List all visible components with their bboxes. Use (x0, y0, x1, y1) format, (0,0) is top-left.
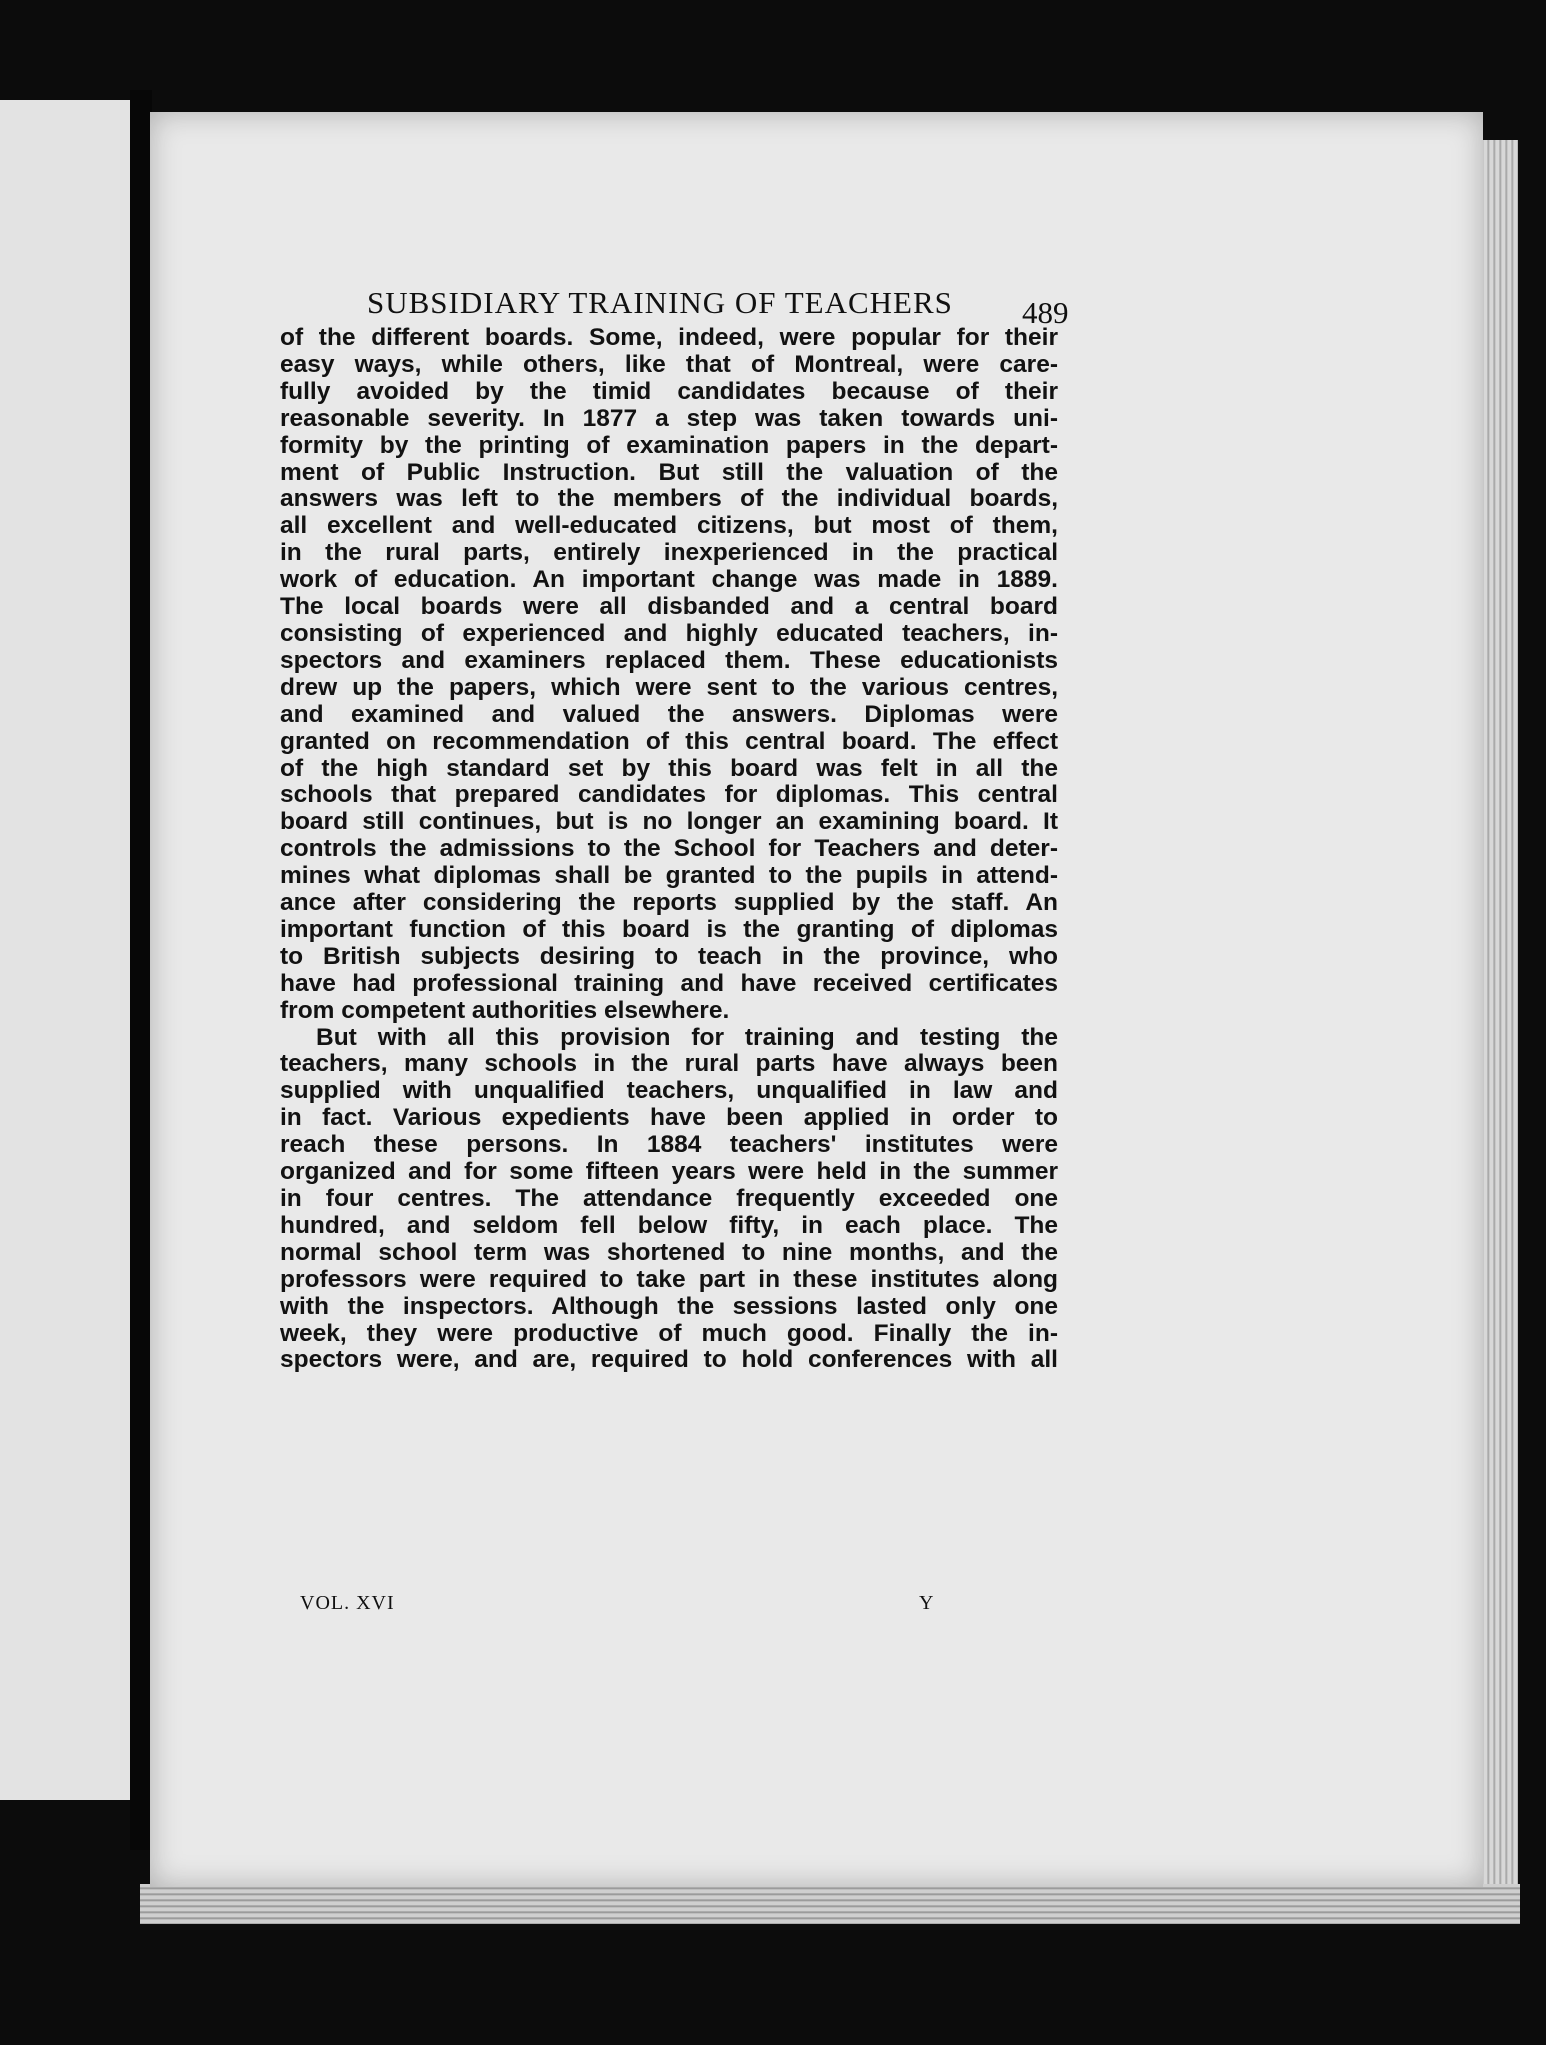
text-line: and examined and valued the answers. Diplomas were (280, 701, 1058, 728)
text-line: spectors were, and are, required to hold conferences with all (280, 1347, 1058, 1374)
text-line: in the rural parts, entirely inexperienced in the practical (280, 540, 1058, 567)
text-line: consisting of experienced and highly educated teachers, in- (280, 620, 1058, 647)
page-edges-right (1478, 140, 1518, 1900)
text-line: normal school term was shortened to nine months, and the (280, 1239, 1058, 1266)
text-line: from competent authorities elsewhere. (280, 997, 730, 1024)
text-line: granted on recommendation of this central board. The effect (280, 728, 1058, 755)
text-line: important function of this board is the granting of diplomas (280, 916, 1058, 943)
text-line: answers was left to the members of the individual boards, (280, 486, 1058, 513)
text-line: spectors and examiners replaced them. These educationists (280, 647, 1058, 674)
text-line: The local boards were all disbanded and a central board (280, 594, 1058, 621)
text-line: reasonable severity. In 1877 a step was taken towards uni- (280, 405, 1058, 432)
text-line: ment of Public Instruction. But still the valuation of the (280, 459, 1058, 486)
text-line: mines what diplomas shall be granted to the pupils in attend- (280, 863, 1058, 890)
text-line: easy ways, while others, like that of Montreal, were care- (280, 351, 1058, 378)
volume-mark: VOL. XVI (300, 1592, 395, 1614)
page-number: 489 (1022, 295, 1069, 330)
text-line: teachers, many schools in the rural parts have always been (280, 1051, 1058, 1078)
running-title: SUBSIDIARY TRAINING OF TEACHERS (367, 285, 953, 320)
text-line: have had professional training and have received certificates (280, 970, 1058, 997)
text-line: controls the admissions to the School for Teachers and deter- (280, 836, 1058, 863)
text-line: formity by the printing of examination papers in the depart- (280, 432, 1058, 459)
facing-page-edge (0, 100, 144, 1800)
text-line: fully avoided by the timid candidates because of their (280, 378, 1058, 405)
text-line: of the high standard set by this board was felt in all the (280, 755, 1058, 782)
text-line: to British subjects desiring to teach in the province, who (280, 943, 1058, 970)
text-line: drew up the papers, which were sent to the various centres, (280, 674, 1058, 701)
text-line: professors were required to take part in these institutes along (280, 1266, 1058, 1293)
signature-mark: Y (919, 1592, 934, 1614)
text-line: work of education. An important change was made in 1889. (280, 567, 1058, 594)
text-line: week, they were productive of much good. Finally the in- (280, 1320, 1058, 1347)
page-edges-bottom (140, 1884, 1520, 1924)
text-line: of the different boards. Some, indeed, were popular for their (280, 325, 1058, 351)
text-line: supplied with unqualified teachers, unqualified in law and (280, 1078, 1058, 1105)
text-line: reach these persons. In 1884 teachers' institutes were (280, 1132, 1058, 1159)
book-spine (130, 90, 152, 1850)
text-line: with the inspectors. Although the sessions lasted only one (280, 1293, 1058, 1320)
text-line: in four centres. The attendance frequently exceeded one (280, 1186, 1058, 1212)
text-line: schools that prepared candidates for diplomas. This central (280, 782, 1058, 809)
body-text (280, 325, 1058, 1374)
text-line: in fact. Various expedients have been applied in order to (280, 1105, 1058, 1132)
text-line: all excellent and well-educated citizens, but most of them, (280, 513, 1058, 540)
text-line: organized and for some fifteen years were held in the summer (280, 1159, 1058, 1186)
text-line: But with all this provision for training and testing the (316, 1024, 1058, 1051)
text-line: ance after considering the reports supplied by the staff. An (280, 890, 1058, 917)
text-line: board still continues, but is no longer an examining board. It (280, 809, 1058, 836)
text-line: hundred, and seldom fell below fifty, in each place. The (280, 1212, 1058, 1239)
